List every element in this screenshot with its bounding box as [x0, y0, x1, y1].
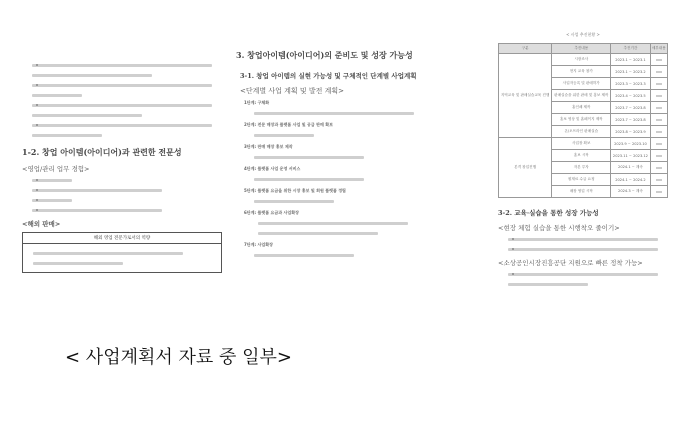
table-row — [499, 138, 668, 150]
heading-stage-plan: <단계별 사업 계획 및 발전 계획> — [240, 87, 344, 95]
step-2: 2단계: 전문 매장과 플랫폼 사업 및 공급 판매 확보 — [244, 122, 333, 127]
progress-table — [498, 43, 668, 198]
content-cell: 시장조사 — [552, 54, 611, 66]
period-cell: 2023.9 ~ 2023.10 — [611, 138, 650, 150]
content-cell: 사업자등록 및 판매허가 — [552, 78, 611, 90]
content-cell: 홍보 시작 — [552, 150, 611, 162]
content-cell: 현지 교육 참가 — [552, 66, 611, 78]
group-cell: 본격 창업진행 — [499, 138, 552, 198]
section-title: 3. 창업아이템(아이디어)의 준비도 및 성장 가능성 — [236, 50, 413, 60]
step-7: 7단계: 사업확장 — [244, 242, 273, 247]
step-5: 5단계: 플랫폼 요금을 위한 시장 홍보 및 회원 플랫폼 정립 — [244, 188, 346, 193]
content-cell: 사업장 확보 — [552, 138, 611, 150]
detail-cell — [650, 66, 667, 78]
period-cell: 2023.1 ~ 2023.2 — [611, 66, 650, 78]
detail-cell — [650, 114, 667, 126]
step-6: 6단계: 플랫폼 요금과 사업확장 — [244, 210, 299, 215]
middle-page — [236, 46, 476, 264]
step-1: 1단계: 구체화 — [244, 100, 270, 105]
detail-cell — [650, 174, 667, 186]
period-cell: 2023.3 ~ 2023.3 — [611, 78, 650, 90]
period-cell: 2024.1 ~ 2024.2 — [611, 174, 650, 186]
capability-box — [22, 232, 222, 273]
col-header: 세부내용 — [650, 44, 667, 54]
detail-cell — [650, 162, 667, 174]
group-cell: 지역교육 및 판매실습교육 진행 — [499, 54, 552, 138]
step-3: 3단계: 판매 매장 홍보 제작 — [244, 144, 293, 149]
detail-cell — [650, 78, 667, 90]
image-caption: < 사업계획서 자료 중 일부> — [65, 347, 292, 368]
body-text — [22, 64, 222, 137]
section-title: 1-2. 창업 아이템(아이디어)과 관련한 전문성 — [22, 147, 182, 157]
content-cell: 매장 영업 시작 — [552, 186, 611, 198]
detail-cell — [650, 186, 667, 198]
content-cell: 온/오프라인 판매실습 — [552, 126, 611, 138]
content-cell: 홈인쇄 제작 — [552, 102, 611, 114]
period-cell: 2023.7 ~ 2023.8 — [611, 102, 650, 114]
detail-cell — [650, 54, 667, 66]
detail-cell — [650, 102, 667, 114]
period-cell: 2024.1 ~ 계속 — [611, 162, 650, 174]
col-header: 추진기간 — [611, 44, 650, 54]
period-cell: 2024.3 ~ 계속 — [611, 186, 650, 198]
content-cell: 판매실습을 위한 판매 및 홍보 제작 — [552, 90, 611, 102]
detail-cell — [650, 138, 667, 150]
heading-support: <소상공인시장진흥공단 지원으로 빠른 정착 가능> — [498, 259, 643, 267]
period-cell: 2023.8 ~ 2023.9 — [611, 126, 650, 138]
section-title: 3-2. 교육·실습을 통한 성장 가능성 — [498, 209, 599, 217]
detail-cell — [650, 126, 667, 138]
right-page — [498, 32, 698, 293]
col-header: 추진내용 — [552, 44, 611, 54]
detail-cell — [650, 150, 667, 162]
period-cell: 2023.7 ~ 2023.8 — [611, 114, 650, 126]
left-page — [22, 58, 222, 273]
heading-field-practice: <현장 체험 실습을 통한 시행착오 줄이기> — [498, 224, 620, 232]
subsection-title: 3-1. 창업 아이템의 실현 가능성 및 구체적인 단계별 사업계획 — [240, 72, 417, 80]
period-cell: 2023.1 ~ 2023.1 — [611, 54, 650, 66]
heading-sales-experience: <영업/관리 업무 경험> — [22, 165, 90, 173]
content-cell: 홍보 영상 및 홈페이지 제작 — [552, 114, 611, 126]
content-cell: 자본 투자 — [552, 162, 611, 174]
col-header: 구분 — [499, 44, 552, 54]
box-title: 해외 영업 전문가로서의 역량 — [23, 233, 221, 244]
step-4: 4단계: 플랫폼 사업 운영 서비스 — [244, 166, 301, 171]
table-caption: < 사업 추진현황 > — [566, 32, 600, 37]
content-cell: 원재료 수급 요청 — [552, 174, 611, 186]
detail-cell — [650, 90, 667, 102]
period-cell: 2023.11 ~ 2023.12 — [611, 150, 650, 162]
table-row — [499, 54, 668, 66]
period-cell: 2023.4 ~ 2023.5 — [611, 90, 650, 102]
heading-overseas-sales: <해외 판매> — [22, 220, 61, 228]
